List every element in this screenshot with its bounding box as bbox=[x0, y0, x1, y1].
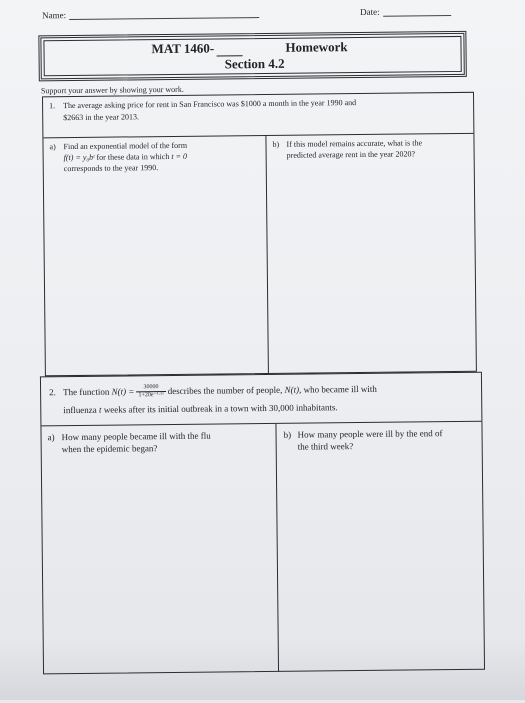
q1b-text1: If this model remains accurate, what is the bbox=[286, 138, 423, 149]
q2-lead: The function bbox=[63, 386, 112, 398]
q2b-label: b) bbox=[283, 429, 292, 440]
question-2-parts bbox=[41, 421, 484, 675]
q2-line2a: influenza bbox=[63, 404, 100, 416]
q2-var2: t bbox=[98, 404, 102, 415]
q2-numerator: 30000 bbox=[136, 384, 165, 392]
q2a-label: a) bbox=[47, 432, 55, 443]
date-line bbox=[383, 6, 451, 17]
q1-text-line1: The average asking price for rent in San Francisco was $1000 a month in the year 1990 and bbox=[63, 98, 357, 111]
q2-text1: describes the number of people, bbox=[167, 384, 285, 397]
q1a-text1: Find an exponential model of the form bbox=[63, 140, 188, 152]
question-2-text bbox=[49, 379, 477, 419]
q1-number: 1. bbox=[49, 101, 56, 111]
q2b-text2: the third week? bbox=[297, 441, 354, 452]
q2-var1: N(t) bbox=[284, 384, 300, 395]
name-field bbox=[42, 8, 259, 20]
question-2-box bbox=[40, 372, 485, 675]
date-label: Date: bbox=[360, 6, 380, 17]
q1-text-line2: $2663 in the year 2013. bbox=[63, 112, 140, 123]
q2-part-b bbox=[283, 427, 473, 453]
q2-divider bbox=[275, 424, 279, 672]
q2-line2b: weeks after its initial outbreak in a town with 30,000 inhabitants. bbox=[101, 402, 338, 415]
q2-number: 2. bbox=[49, 387, 56, 398]
q1a-text3: corresponds to the year 1990. bbox=[63, 163, 159, 174]
q1-part-a bbox=[49, 139, 259, 174]
title-box bbox=[38, 31, 466, 81]
q1a-text2: for these data in which bbox=[94, 151, 172, 162]
worksheet bbox=[14, 0, 521, 703]
q2a-text1: How many people became ill with the flu bbox=[61, 430, 211, 443]
q1b-label: b) bbox=[272, 139, 280, 149]
q2-fraction bbox=[136, 384, 165, 399]
photo-shadow bbox=[0, 640, 525, 700]
q1a-formula: f(t) = y₀bᵗ bbox=[63, 152, 95, 163]
name-label: Name: bbox=[42, 10, 67, 21]
course-number: MAT 1460- bbox=[151, 40, 215, 57]
question-1-text bbox=[49, 96, 467, 124]
question-1-box bbox=[42, 92, 477, 377]
q1a-label: a) bbox=[49, 142, 56, 152]
q1a-var: t = 0 bbox=[171, 151, 188, 161]
course-title bbox=[151, 40, 244, 57]
section-title: Section 4.2 bbox=[224, 55, 285, 72]
course-blank bbox=[216, 44, 242, 56]
homework-title: Homework bbox=[285, 39, 348, 55]
q2-part-a bbox=[48, 429, 270, 455]
q1-part-b bbox=[272, 137, 468, 161]
name-line bbox=[69, 8, 259, 20]
question-1-parts bbox=[43, 133, 475, 376]
q2-denominator: 1+20e⁻¹·⁵ᵗ bbox=[138, 392, 164, 399]
instructions: Support your answer by showing your work. bbox=[40, 84, 184, 96]
date-field bbox=[360, 6, 451, 17]
q2a-text2: when the epidemic began? bbox=[61, 443, 158, 455]
q2-text2: , who became ill with bbox=[299, 383, 377, 395]
q2-func: N(t) = bbox=[111, 386, 135, 397]
q2b-text1: How many people were ill by the end of bbox=[297, 428, 443, 440]
q1b-text2: predicted average rent in the year 2020? bbox=[286, 149, 416, 160]
q1-divider bbox=[265, 136, 268, 374]
